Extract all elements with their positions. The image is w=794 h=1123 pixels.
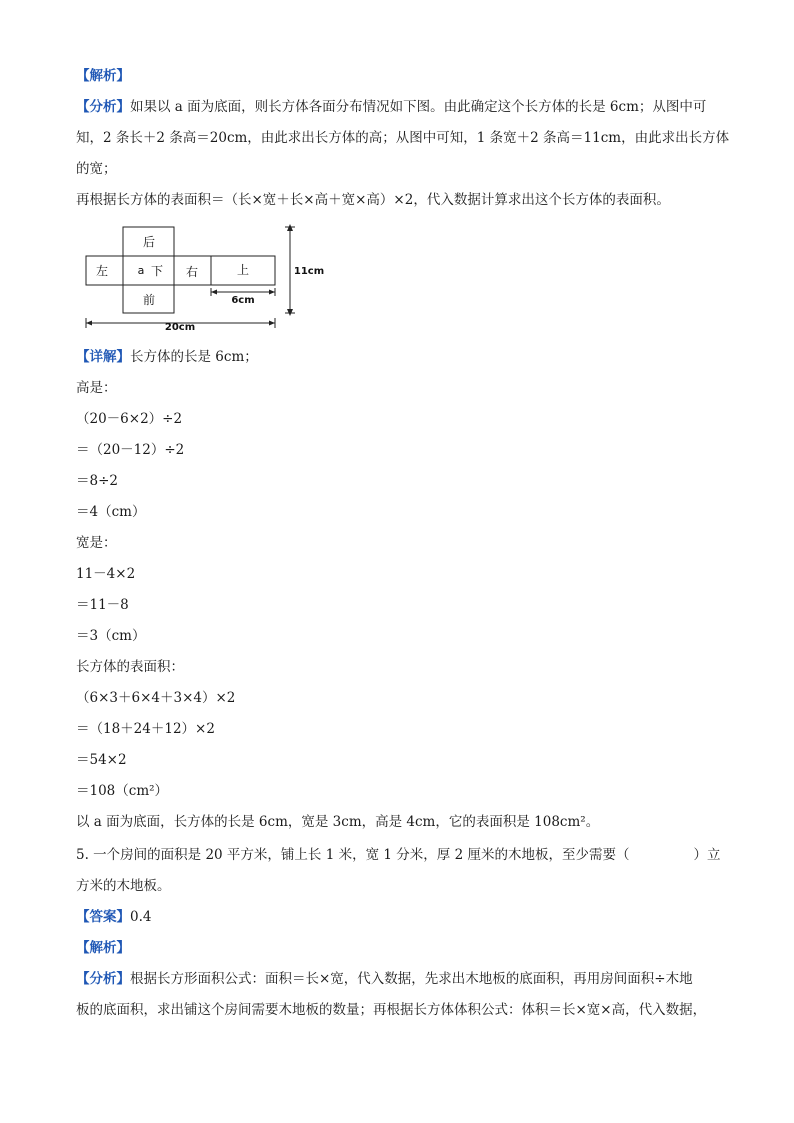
solution-line-3: （20－6×2）÷2: [76, 411, 183, 427]
solution-line-2: 高是：: [76, 380, 117, 396]
face-back-label: 后: [142, 235, 156, 249]
solution-line-7: 宽是：: [76, 535, 117, 551]
dim-length-label: 6cm: [231, 295, 255, 306]
analysis-heading: 【解析】: [76, 68, 130, 84]
solution-line-14: ＝54×2: [76, 752, 127, 768]
question-5-line-1: 5. 一个房间的面积是 20 平方米，铺上长 1 米，宽 1 分米，厚 2 厘米的木地板，至少需要（ ）立: [76, 847, 721, 863]
solution-line-10: ＝3（cm）: [76, 628, 146, 644]
analysis2-line-1: 【分析】根据长方形面积公式：面积＝长×宽，代入数据，先求出木地板的底面积，再用房间面积÷木地: [76, 971, 693, 987]
solution-line-8: 11－4×2: [76, 566, 136, 582]
face-bottom-label: 下: [150, 264, 164, 278]
question-5-line-2: 方米的木地板。: [76, 878, 171, 894]
solution-line-6: ＝4（cm）: [76, 504, 146, 520]
analysis-line-3: 的宽；: [76, 161, 117, 177]
solution-line-12: （6×3＋6×4＋3×4）×2: [76, 690, 236, 706]
analysis2-line-2: 板的底面积，求出铺这个房间需要木地板的数量；再根据长方体体积公式：体积＝长×宽×高，代入数据，: [76, 1002, 707, 1018]
face-a-label: a: [137, 264, 145, 277]
analysis-line-2: 知，2 条长＋2 条高＝20cm，由此求出长方体的高；从图中可知，1 条宽＋2 条高＝11cm，由此求出长方体: [76, 130, 730, 146]
solution-line-1: 【详解】长方体的长是 6cm；: [76, 349, 258, 365]
solution-line-5: ＝8÷2: [76, 473, 118, 489]
dim-height-label: 11cm: [293, 266, 325, 277]
solution-line-11: 长方体的表面积：: [76, 659, 184, 675]
dim-total-label: 20cm: [164, 322, 196, 333]
analysis2-heading: 【解析】: [76, 940, 130, 956]
solution-line-9: ＝11－8: [76, 597, 129, 613]
face-top-label: 上: [236, 263, 250, 277]
solution-line-15: ＝108（cm²）: [76, 783, 169, 799]
face-right-label: 右: [185, 265, 199, 279]
face-left-label: 左: [95, 264, 109, 278]
face-front-label: 前: [142, 293, 156, 307]
cuboid-net-diagram: [78, 222, 328, 334]
analysis-line-4: 再根据长方体的表面积＝（长×宽＋长×高＋宽×高）×2，代入数据计算求出这个长方体的表面积。: [76, 192, 670, 208]
solution-line-16: 以 a 面为底面，长方体的长是 6cm，宽是 3cm，高是 4cm，它的表面积是 108cm²。: [76, 814, 600, 830]
answer-line: 【答案】0.4: [76, 909, 152, 925]
solution-line-13: ＝（18＋24＋12）×2: [76, 721, 215, 737]
solution-line-4: ＝（20－12）÷2: [76, 442, 185, 458]
analysis-line-1: 【分析】如果以 a 面为底面，则长方体各面分布情况如下图。由此确定这个长方体的长是 6cm；从图中可: [76, 99, 707, 115]
